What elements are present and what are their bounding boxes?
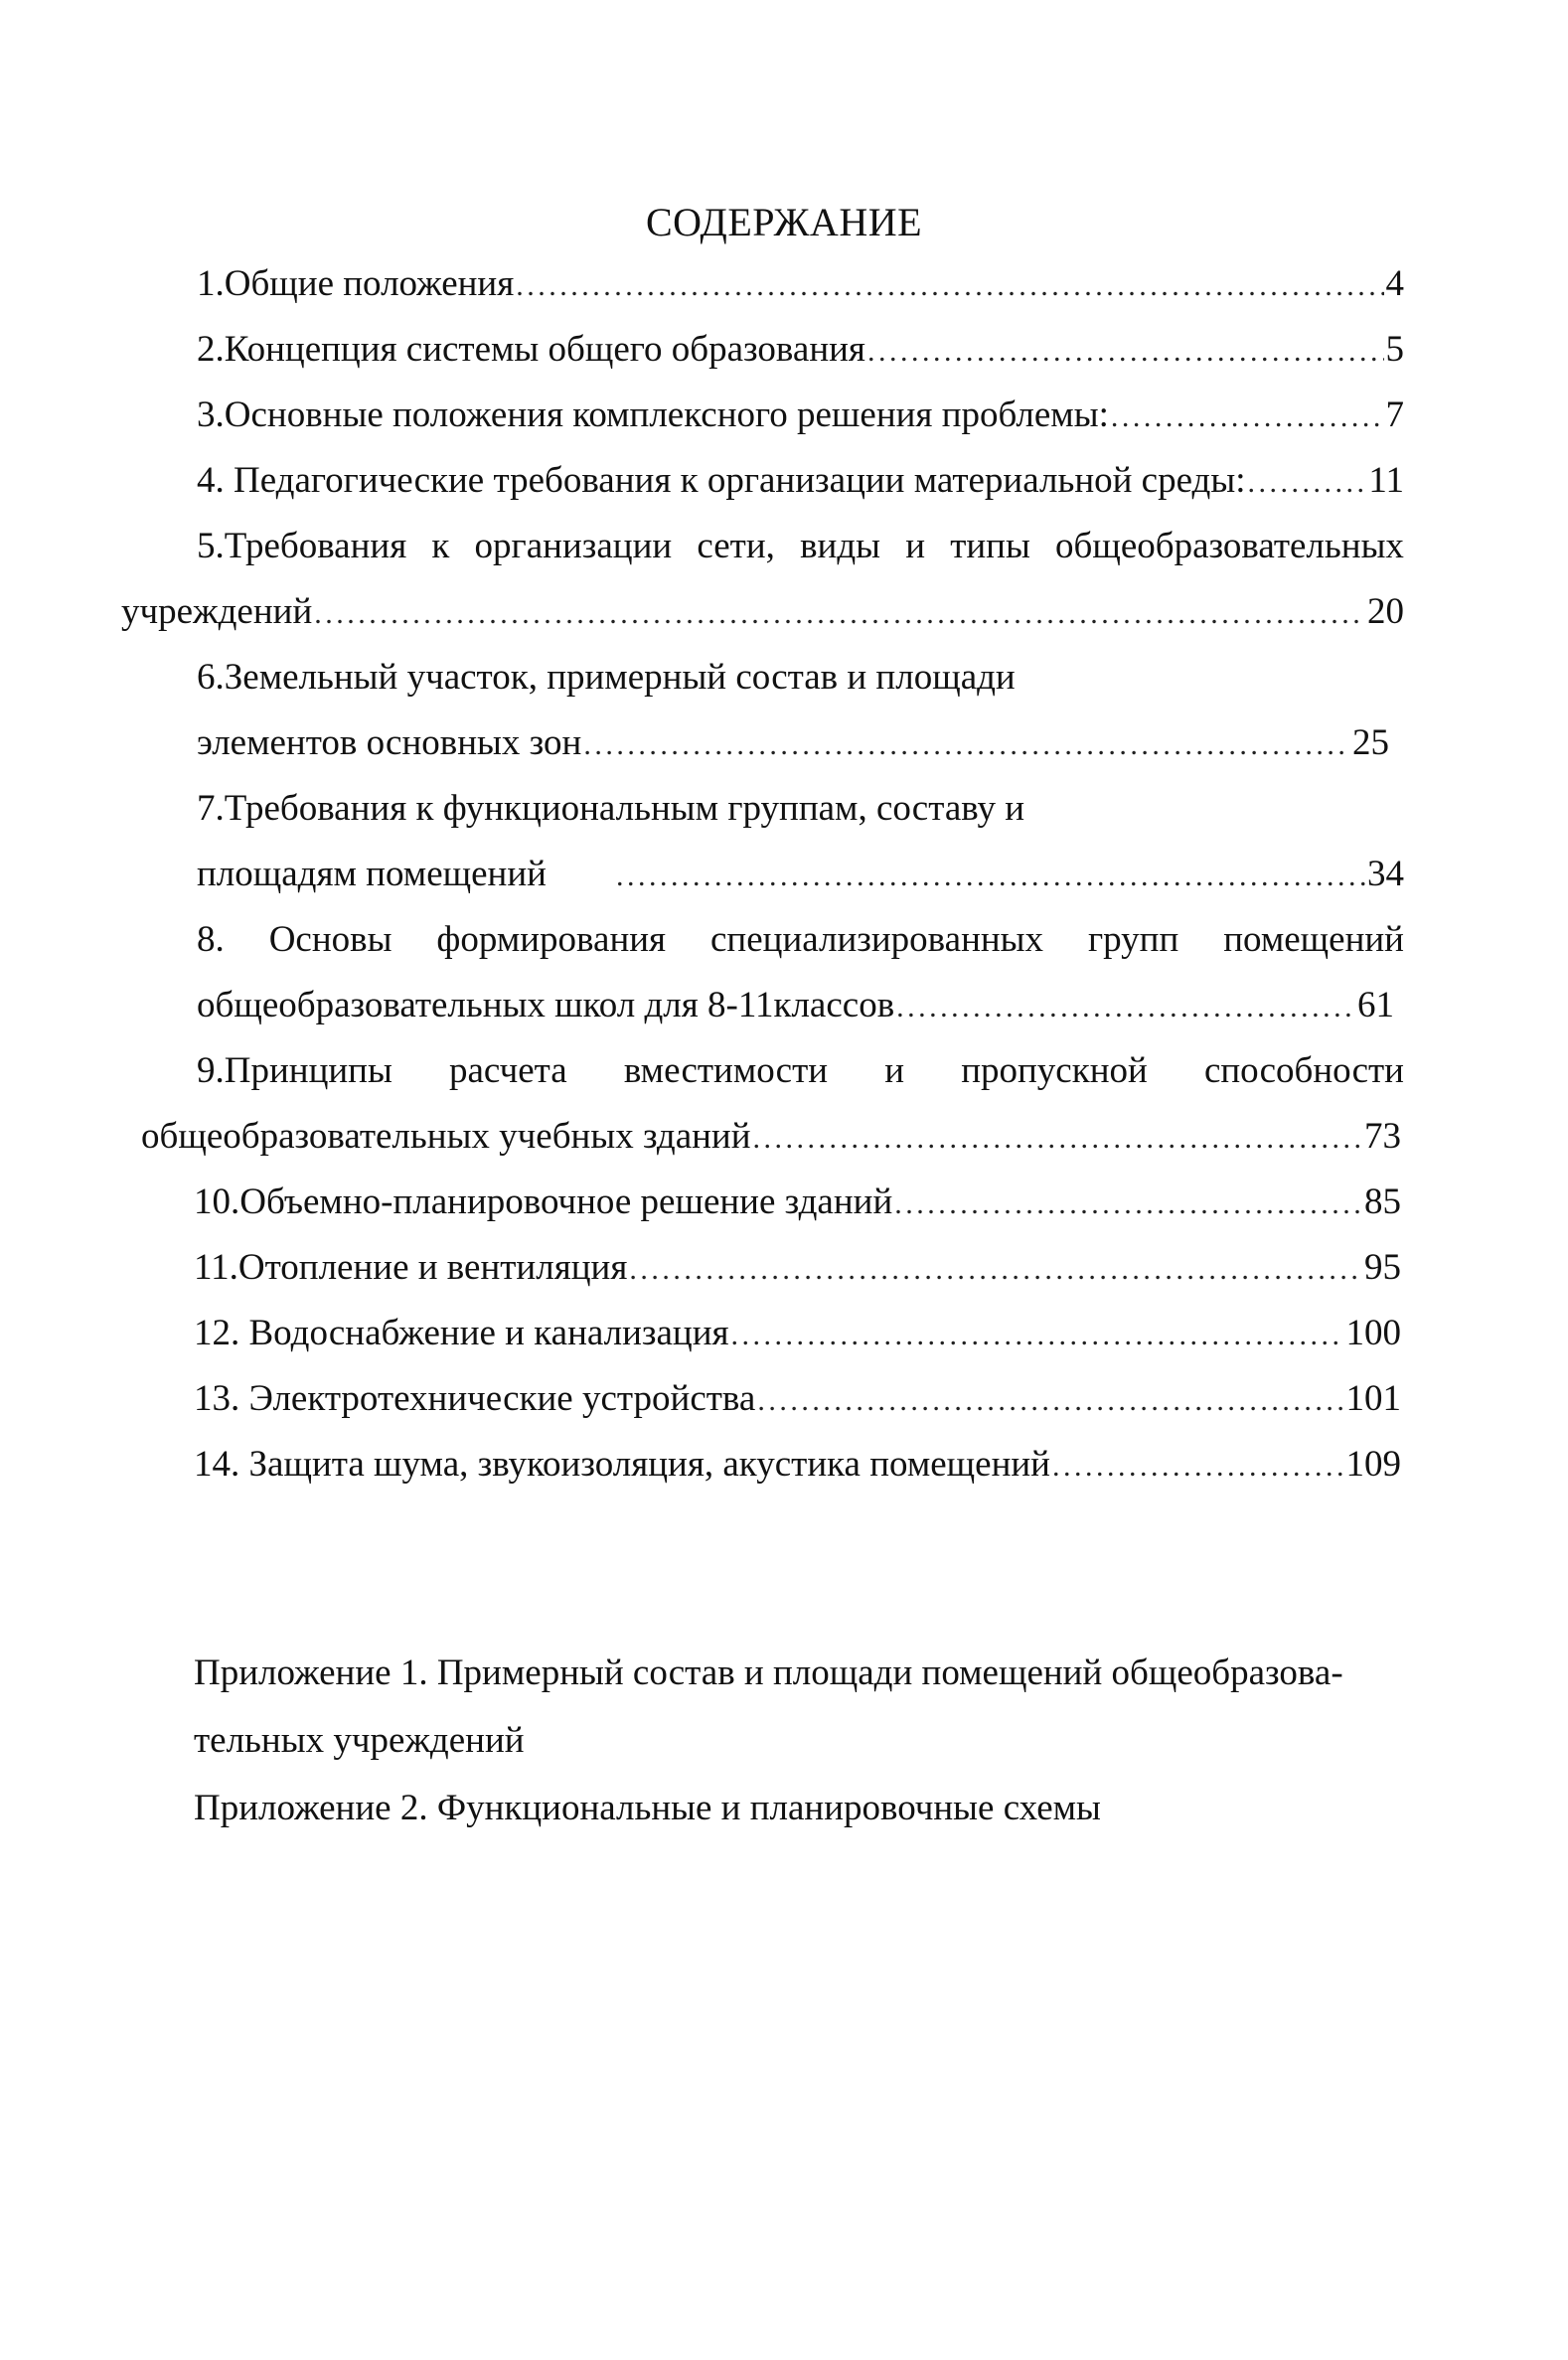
- toc-entry-page: 20: [1367, 591, 1404, 632]
- toc-word: пропускной: [961, 1050, 1148, 1091]
- toc-entry-page: 5: [1385, 329, 1404, 370]
- toc-entry-6-line1: [197, 654, 1404, 702]
- toc-word: расчета: [449, 1050, 567, 1091]
- toc-entry-1: [197, 260, 1404, 308]
- toc-word: способности: [1203, 1050, 1404, 1091]
- toc-entry-3: [197, 392, 1404, 439]
- toc-word: помещений: [1223, 919, 1404, 960]
- page-title: СОДЕРЖАНИЕ: [645, 200, 923, 244]
- toc-entry-10: [194, 1179, 1401, 1226]
- dot-leader: [894, 1179, 1362, 1228]
- toc-entry-title: элементов основных зон: [197, 722, 582, 763]
- toc-entry-title: учреждений: [121, 591, 313, 632]
- toc-entry-8-line1: [197, 916, 1404, 964]
- toc-entry-title: общеобразовательных учебных зданий: [141, 1116, 751, 1157]
- toc-entry-title: 6.Земельный участок, примерный состав и площади: [197, 657, 1016, 698]
- appendix-line: Приложение 2. Функциональные и планировочные схемы: [194, 1788, 1101, 1828]
- toc-entry-7-line2: [197, 851, 1404, 898]
- toc-entry-5-line1: [197, 523, 1404, 570]
- toc-word: типы: [950, 526, 1030, 566]
- appendix-2: [194, 1785, 1101, 1832]
- toc-entry-title: 2.Концепция системы общего образования: [197, 329, 865, 370]
- toc-entry-title: 3.Основные положения комплексного решения проблемы:: [197, 394, 1109, 435]
- toc-entry-14: [194, 1441, 1401, 1489]
- dot-leader: [629, 1244, 1362, 1294]
- toc-word: формирования: [436, 919, 667, 960]
- appendix-1: [194, 1650, 1343, 1697]
- toc-entry-7-line1: [197, 785, 1404, 833]
- toc-entry-page: 85: [1364, 1181, 1401, 1222]
- toc-word: сети,: [697, 526, 775, 566]
- dot-leader: [1052, 1441, 1344, 1491]
- toc-entry-9-line2: [141, 1113, 1401, 1161]
- appendix-line: тельных учреждений: [194, 1720, 525, 1761]
- toc-word: групп: [1087, 919, 1179, 960]
- toc-entry-8-line2: [197, 982, 1394, 1029]
- toc-entry-page: 11: [1368, 460, 1404, 501]
- toc-entry-page: 95: [1364, 1247, 1401, 1288]
- toc-word: общеобразовательных: [1055, 526, 1404, 566]
- dot-leader: [1248, 457, 1367, 507]
- dot-leader: [731, 1310, 1344, 1359]
- toc-entry-4: [197, 457, 1404, 505]
- toc-entry-5-line2: [121, 588, 1404, 636]
- toc-entry-title: 10.Объемно-планировочное решение зданий: [194, 1181, 893, 1222]
- dot-leader: [896, 982, 1355, 1031]
- dot-leader: [757, 1375, 1343, 1425]
- toc-word: и: [905, 526, 926, 566]
- toc-word: виды: [800, 526, 881, 566]
- dot-leader: [314, 588, 1365, 638]
- toc-entry-page: 61: [1357, 985, 1394, 1025]
- toc-entry-page: 109: [1345, 1444, 1401, 1485]
- toc-entry-13: [194, 1375, 1401, 1423]
- toc-entry-page: 34: [1367, 854, 1404, 894]
- toc-entry-title: 11.Отопление и вентиляция: [194, 1247, 628, 1288]
- toc-entry-page: 100: [1345, 1313, 1401, 1353]
- toc-word: 8.: [197, 919, 225, 960]
- toc-entry-title: 4. Педагогические требования к организации материальной среды:: [197, 460, 1246, 501]
- toc-entry-title: площадям помещений: [197, 854, 547, 894]
- toc-entry-12: [194, 1310, 1401, 1357]
- toc-entry-6-line2: [197, 719, 1389, 767]
- dot-leader: [753, 1113, 1362, 1163]
- toc-entry-title: 1.Общие положения: [197, 263, 515, 304]
- toc-entry-title: 7.Требования к функциональным группам, составу и: [197, 788, 1025, 829]
- toc-entry-page: 101: [1345, 1378, 1401, 1419]
- toc-word: и: [884, 1050, 905, 1091]
- dot-leader: [583, 719, 1350, 769]
- toc-entry-page: 73: [1364, 1116, 1401, 1157]
- toc-word: 5.Требования: [197, 526, 407, 566]
- toc-word: Основы: [268, 919, 392, 960]
- appendix-line: Приложение 1. Примерный состав и площади помещений общеобразова-: [194, 1652, 1343, 1693]
- toc-entry-page: 4: [1385, 263, 1404, 304]
- toc-entry-page: 25: [1352, 722, 1389, 763]
- dot-leader: [616, 851, 1365, 900]
- toc-entry-9-line1: [197, 1047, 1404, 1095]
- toc-word: организации: [474, 526, 673, 566]
- dot-leader: [516, 260, 1383, 310]
- toc-entry-page: 7: [1385, 394, 1404, 435]
- toc-entry-11: [194, 1244, 1401, 1292]
- toc-word: 9.Принципы: [197, 1050, 392, 1091]
- dot-leader: [1111, 392, 1384, 441]
- toc-word: специализированных: [710, 919, 1044, 960]
- dot-leader: [867, 326, 1384, 376]
- toc-entry-title: 12. Водоснабжение и канализация: [194, 1313, 729, 1353]
- toc-word: к: [431, 526, 450, 566]
- toc-entry-title: 13. Электротехнические устройства: [194, 1378, 756, 1419]
- toc-entry-2: [197, 326, 1404, 374]
- toc-entry-title: общеобразовательных школ для 8-11классов: [197, 985, 895, 1025]
- toc-entry-title: 14. Защита шума, звукоизоляция, акустика помещений: [194, 1444, 1050, 1485]
- appendix-1-continuation: [194, 1717, 525, 1765]
- toc-word: вместимости: [623, 1050, 829, 1091]
